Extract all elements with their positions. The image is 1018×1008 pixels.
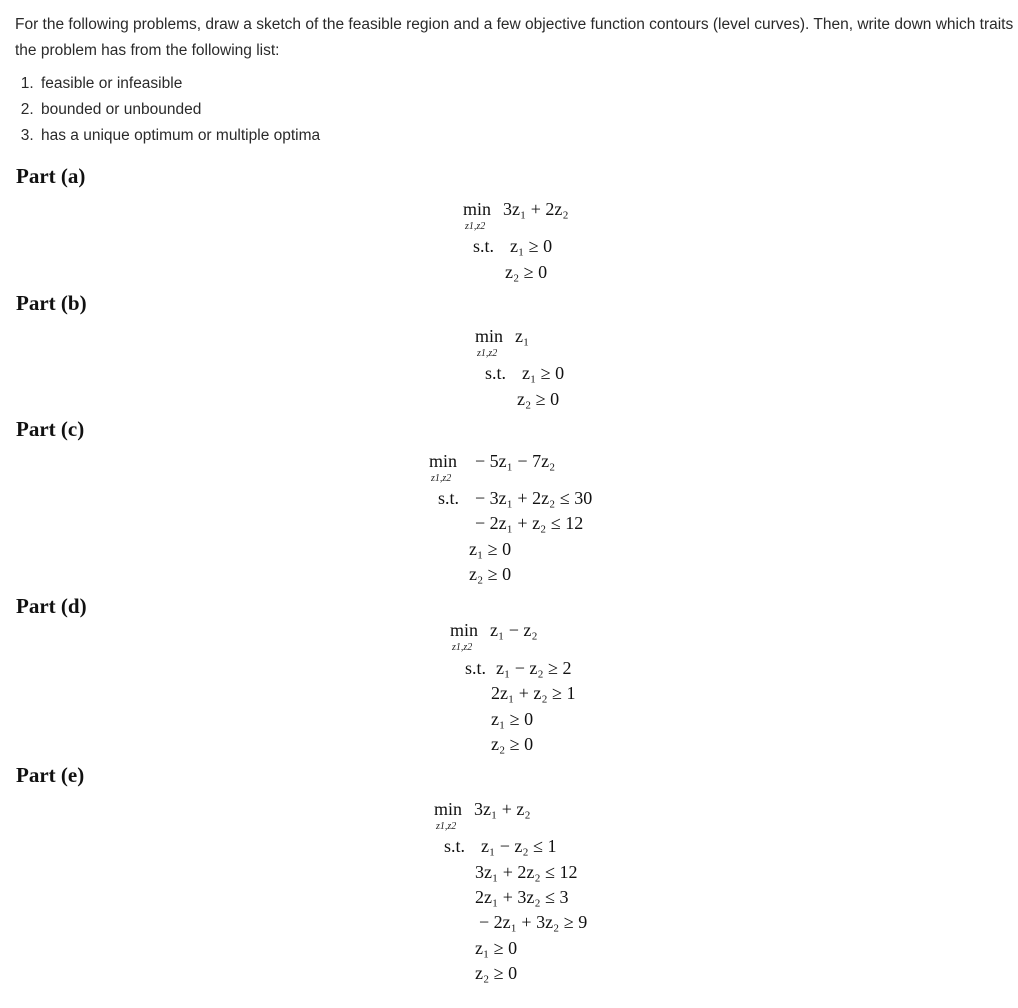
part-d-title: Part (d): [16, 594, 87, 618]
intro-section: [15, 12, 1015, 149]
constraint: z₂ ≥ 0: [491, 734, 534, 754]
part-b-title: Part (b): [16, 291, 87, 315]
min-operator: min: [429, 451, 458, 471]
min-operator: min: [450, 620, 479, 640]
constraint: − 3z₁ + 2z₂ ≤ 30: [475, 488, 593, 508]
constraint: z₁ ≥ 0: [510, 236, 553, 256]
part-e-title: Part (e): [16, 763, 85, 787]
objective-function: 3z₁ + 2z₂: [503, 199, 569, 219]
subject-to-label: s.t.: [485, 363, 507, 383]
list-item: 3. has a unique optimum or multiple optima: [38, 123, 1015, 149]
intro-paragraph: For the following problems, draw a sketch of the feasible region and a few objective function contours (level curves). Then, write down which traits the problem has from the following list:: [15, 16, 1014, 59]
subject-to-label: s.t.: [473, 236, 495, 256]
list-item: 1. feasible or infeasible: [38, 71, 1015, 97]
min-subscript: z1,z2: [477, 348, 498, 359]
traits-list: [15, 71, 1015, 149]
min-operator: min: [463, 199, 492, 219]
constraint: − 2z₁ + 3z₂ ≥ 9: [479, 912, 588, 932]
constraint: 2z₁ + z₂ ≥ 1: [491, 683, 576, 703]
constraint: z₁ − z₂ ≥ 2: [496, 658, 572, 678]
objective-function: z₁ − z₂: [490, 620, 538, 640]
constraint: z₂ ≥ 0: [505, 262, 548, 282]
min-operator: min: [434, 799, 463, 819]
constraint: z₂ ≥ 0: [517, 389, 560, 409]
constraint: z₂ ≥ 0: [469, 564, 512, 584]
min-subscript: z1,z2: [436, 821, 457, 832]
part-c-title: Part (c): [16, 417, 85, 441]
constraint: z₁ ≥ 0: [469, 539, 512, 559]
list-item: 2. bounded or unbounded: [38, 97, 1015, 123]
min-operator: min: [475, 326, 504, 346]
objective-function: z₁: [515, 326, 530, 346]
constraint: z₁ ≥ 0: [491, 709, 534, 729]
constraint: z₂ ≥ 0: [475, 963, 518, 983]
constraint: 3z₁ + 2z₂ ≤ 12: [475, 862, 578, 882]
constraint: − 2z₁ + z₂ ≤ 12: [475, 513, 584, 533]
objective-function: 3z₁ + z₂: [474, 799, 531, 819]
constraint: z₁ − z₂ ≤ 1: [481, 836, 557, 856]
objective-function: − 5z₁ − 7z₂: [475, 451, 556, 471]
constraint: z₁ ≥ 0: [522, 363, 565, 383]
constraint: z₁ ≥ 0: [475, 938, 518, 958]
min-subscript: z1,z2: [465, 221, 486, 232]
subject-to-label: s.t.: [465, 658, 487, 678]
constraint: 2z₁ + 3z₂ ≤ 3: [475, 887, 569, 907]
subject-to-label: s.t.: [438, 488, 460, 508]
subject-to-label: s.t.: [444, 836, 466, 856]
min-subscript: z1,z2: [431, 473, 452, 484]
part-a-title: Part (a): [16, 164, 86, 188]
min-subscript: z1,z2: [452, 642, 473, 653]
